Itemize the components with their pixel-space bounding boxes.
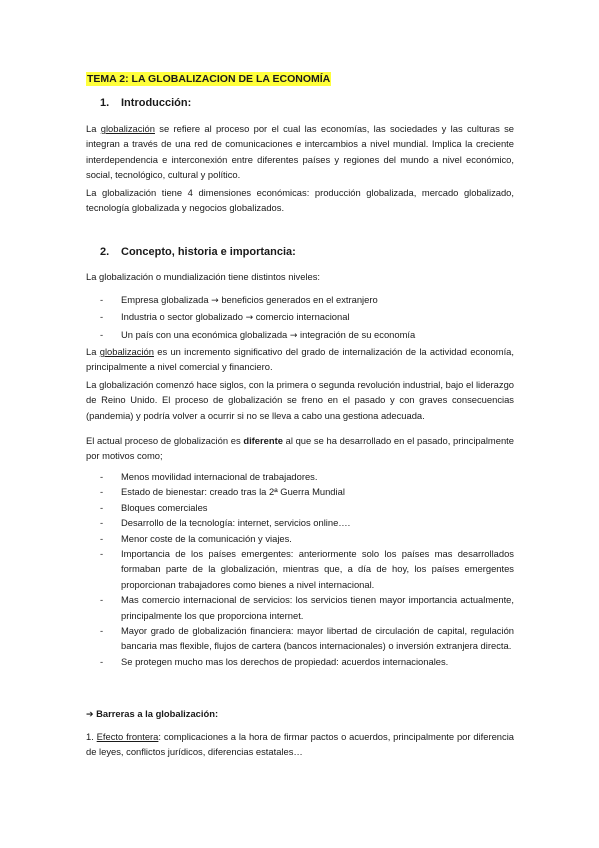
text: Un país con una económica globalizada <box>121 328 288 340</box>
list-item: - Menor coste de la comunicación y viajes. <box>100 531 514 546</box>
page-title: TEMA 2: LA GLOBALIZACION DE LA ECONOMÍA <box>87 73 331 85</box>
levels-intro: La globalización o mundialización tiene distintos niveles: <box>86 271 320 282</box>
history-paragraph: La globalización comenzó hace siglos, con la primera o segunda revolución industrial, bajo el liderazgo de Reino Unido. El proceso de globalización se freno en el pasado y con graves consecuencias (pandemia) y podría volver a ocurrir si no se lleva a cabo una gestiona adecuada. <box>86 379 514 421</box>
section-heading-introduccion <box>100 97 191 109</box>
list-item: - Estado de bienestar: creado tras la 2ª Guerra Mundial <box>100 484 514 499</box>
section-heading-concepto <box>100 246 296 258</box>
text: Industria o sector globalizado <box>121 311 243 323</box>
definition-paragraph <box>86 344 514 375</box>
text: Barreras a la globalización: <box>96 708 219 719</box>
list-item <box>100 292 514 309</box>
text: : complicaciones a la hora de firmar pactos o acuerdos, principalmente por diferencia de leyes, conflictos jurídicos, diferencias estatales… <box>86 731 514 758</box>
list-item: - Importancia de los países emergentes: anteriormente solo los países mas desarrollados formaban parte de la globalización, mientras que, a día de hoy, los países emergentes proporcionan trabajadores como bienes a nivel internacional. <box>100 546 514 592</box>
arrow-right-icon: ➔ <box>86 710 94 720</box>
section-number: 1. <box>100 97 110 109</box>
list-item: - Desarrollo de la tecnología: internet, servicios online…. <box>100 515 514 530</box>
text: es un incremento significativo del grado de internalización de la actividad economía, principalmente a nivel comercial y financiero. <box>86 346 514 373</box>
text: al que se ha desarrollado en el pasado, principalmente por motivos como; <box>86 435 514 462</box>
term-globalizacion: globalización <box>99 346 154 357</box>
text: integración de su economía <box>300 328 416 340</box>
intro-paragraph <box>86 121 514 183</box>
list-item: - Mas comercio internacional de servicios: los servicios tienen mayor importancia actualmente, principalmente los que proporciona internet. <box>100 592 514 623</box>
text: se refiere al proceso por el cual las economías, las sociedades y las culturas se integran a través de una red de comunicaciones e intercambios a nivel mundial. Implica la creciente interdependencia e interconexión entre diferentes países y regiones del mundo a nivel económico, social, tecnológico, cultural y político. <box>86 123 515 181</box>
text: beneficios generados en el extranjero <box>221 294 378 305</box>
text: 1. <box>86 731 94 742</box>
section-title: Introducción: <box>121 97 192 109</box>
levels-list <box>100 292 514 344</box>
dimensions-paragraph: La globalización tiene 4 dimensiones económicas: producción globalizada, mercado globalizado, tecnología globalizada y negocios globalizados. <box>86 187 514 214</box>
reasons-list <box>100 469 514 669</box>
list-item: - Se protegen mucho mas los derechos de propiedad: acuerdos internacionales. <box>100 654 514 669</box>
text: El actual proceso de globalización es <box>86 435 244 446</box>
list-item: - Mayor grado de globalización financiera: mayor libertad de circulación de capital, regulación bancaria mas flexible, flujos de cartera (bancos internacionales) o inversión extranjera directa. <box>100 623 514 654</box>
term-efecto-frontera: Efecto frontera <box>96 731 159 742</box>
text: comercio internacional <box>255 311 350 323</box>
arrow-icon: → <box>289 330 298 341</box>
section-number: 2. <box>100 246 110 258</box>
text: La <box>86 346 100 357</box>
list-item <box>100 327 514 344</box>
section-title: Concepto, historia e importancia: <box>121 246 296 258</box>
text: Empresa globalizada <box>121 294 209 305</box>
list-item: - Bloques comerciales <box>100 500 514 515</box>
arrow-icon: → <box>211 296 219 306</box>
list-item: - Menos movilidad internacional de trabajadores. <box>100 469 514 484</box>
emphasis-diferente: diferente <box>243 435 283 446</box>
term-globalizacion: globalización <box>100 123 155 134</box>
arrow-icon: → <box>245 313 254 324</box>
list-item <box>100 309 514 326</box>
text: La <box>86 123 101 134</box>
barrier-item-1 <box>86 729 514 760</box>
current-process-paragraph <box>86 433 514 464</box>
barriers-heading <box>86 706 514 723</box>
